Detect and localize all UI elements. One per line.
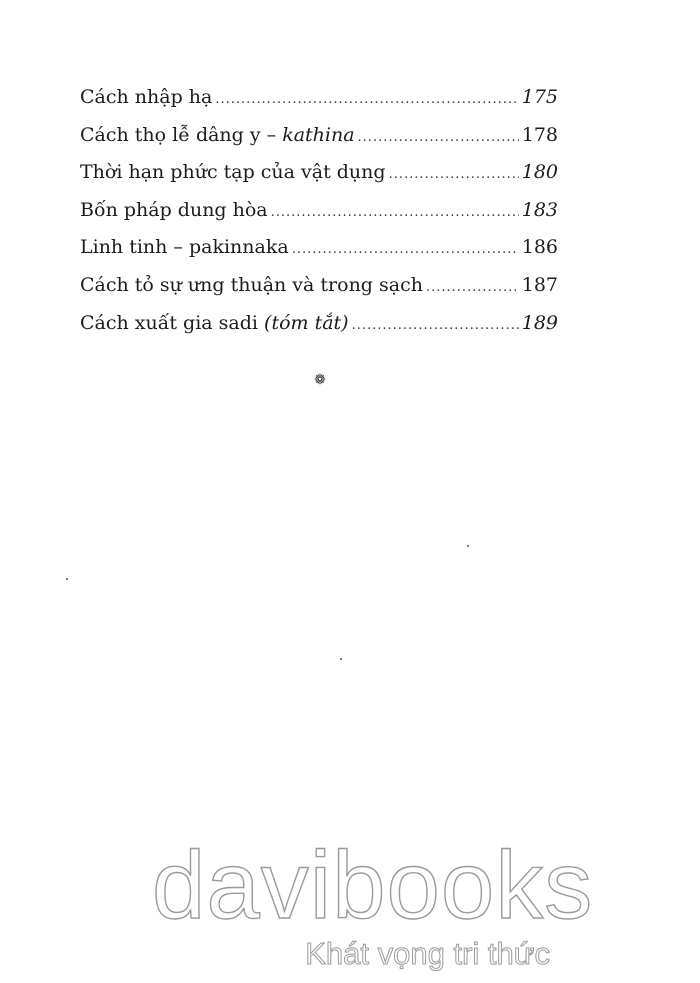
table-of-contents: [80, 86, 558, 349]
dot-leader: [271, 205, 519, 220]
toc-entry-page: 178: [521, 123, 558, 146]
toc-entry-page: 189: [521, 311, 558, 334]
toc-entry: [80, 124, 558, 162]
watermark-slogan: Khát vọng tri thức: [305, 936, 550, 971]
toc-entry-page: 180: [521, 161, 558, 184]
dot-leader: [352, 318, 519, 333]
toc-entry: [80, 236, 558, 274]
paper-speck: [66, 578, 68, 580]
dot-leader: [358, 130, 519, 145]
toc-entry-page: 175: [521, 86, 558, 108]
flower-ornament-icon: ❁: [314, 372, 326, 388]
toc-entry-page: 186: [521, 236, 558, 259]
toc-entry-title: Cách xuất gia sadi (tóm tắt): [80, 311, 349, 334]
dot-leader: [215, 92, 518, 107]
toc-entry-title: Cách nhập hạ: [80, 86, 213, 108]
toc-entry: [80, 274, 558, 312]
dot-leader: [292, 242, 519, 257]
paper-speck: [340, 658, 342, 660]
toc-entry-title: Cách thọ lễ dâng y – kathina: [80, 123, 355, 146]
toc-entry-title: Thời hạn phức tạp của vật dụng: [80, 161, 386, 184]
watermark-brand: davibooks: [152, 832, 594, 939]
toc-entry: [80, 199, 558, 237]
toc-entry: [80, 161, 558, 199]
toc-entry-page: 183: [521, 198, 558, 221]
dot-leader: [389, 167, 519, 182]
toc-entry-page: 187: [521, 273, 558, 296]
dot-leader: [426, 280, 519, 295]
toc-entry-title: Linh tinh – pakinnaka: [80, 236, 289, 259]
toc-entry: [80, 86, 558, 124]
paper-speck: [467, 545, 469, 547]
toc-entry-title: Bốn pháp dung hòa: [80, 198, 268, 221]
toc-entry-title: Cách tỏ sự ưng thuận và trong sạch: [80, 273, 423, 296]
toc-entry: [80, 312, 558, 350]
